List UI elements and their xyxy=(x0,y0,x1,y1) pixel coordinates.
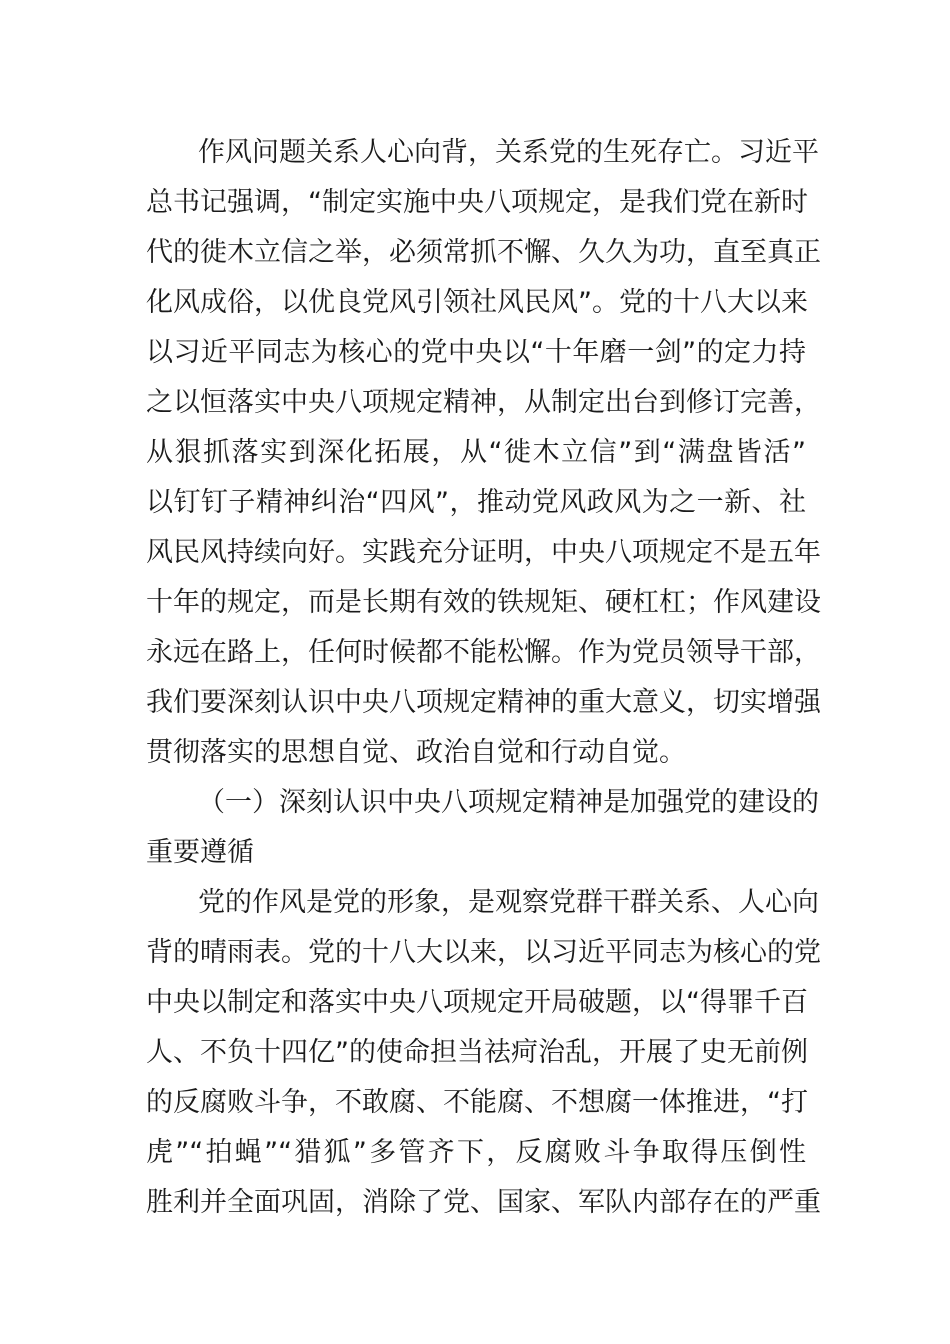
paragraph-2-line: 中央以制定和落实中央八项规定开局破题，以“得罪千百 xyxy=(146,987,808,1018)
section-heading-line: （一）深刻认识中央八项规定精神是加强党的建设的 xyxy=(198,787,819,818)
paragraph-1-line: 以习近平同志为核心的党中央以“十年磨一剑”的定力持 xyxy=(146,337,806,368)
paragraph-1-line: 风民风持续向好。实践充分证明，中央八项规定不是五年 xyxy=(146,537,821,568)
paragraph-2-line: 人、不负十四亿”的使命担当祛疴治乱，开展了史无前例 xyxy=(146,1037,808,1068)
paragraph-1-line: 贯彻落实的思想自觉、政治自觉和行动自觉。 xyxy=(146,737,686,768)
paragraph-1-line: 以钉钉子精神纠治“四风”，推动党风政风为之一新、社 xyxy=(146,487,806,518)
paragraph-2-line: 背的晴雨表。党的十八大以来，以习近平同志为核心的党 xyxy=(146,937,821,968)
paragraph-1-line: 作风问题关系人心向背，关系党的生死存亡。习近平 xyxy=(198,137,819,168)
paragraph-1-line: 代的徙木立信之举，必须常抓不懈、久久为功，直至真正 xyxy=(146,237,821,268)
paragraph-1-line: 我们要深刻认识中央八项规定精神的重大意义，切实增强 xyxy=(146,687,821,718)
paragraph-2-line: 的反腐败斗争，不敢腐、不能腐、不想腐一体推进，“打 xyxy=(146,1087,808,1118)
paragraph-2-line: 虎”“拍蝇”“猎狐”多管齐下，反腐败斗争取得压倒性 xyxy=(146,1137,806,1168)
paragraph-1-line: 从狠抓落实到深化拓展，从“徙木立信”到“满盘皆活” xyxy=(146,437,806,468)
paragraph-1-line: 化风成俗，以优良党风引领社风民风”。党的十八大以来 xyxy=(146,287,808,318)
paragraph-1-line: 永远在路上，任何时候都不能松懈。作为党员领导干部， xyxy=(146,637,821,668)
paragraph-1-line: 之以恒落实中央八项规定精神，从制定出台到修订完善， xyxy=(146,387,821,418)
paragraph-2-line: 胜利并全面巩固，消除了党、国家、军队内部存在的严重 xyxy=(146,1187,821,1218)
paragraph-1-line: 总书记强调，“制定实施中央八项规定，是我们党在新时 xyxy=(146,187,808,218)
section-heading-line: 重要遵循 xyxy=(146,837,254,868)
paragraph-1-line: 十年的规定，而是长期有效的铁规矩、硬杠杠；作风建设 xyxy=(146,587,821,618)
paragraph-2-line: 党的作风是党的形象，是观察党群干群关系、人心向 xyxy=(198,887,819,918)
